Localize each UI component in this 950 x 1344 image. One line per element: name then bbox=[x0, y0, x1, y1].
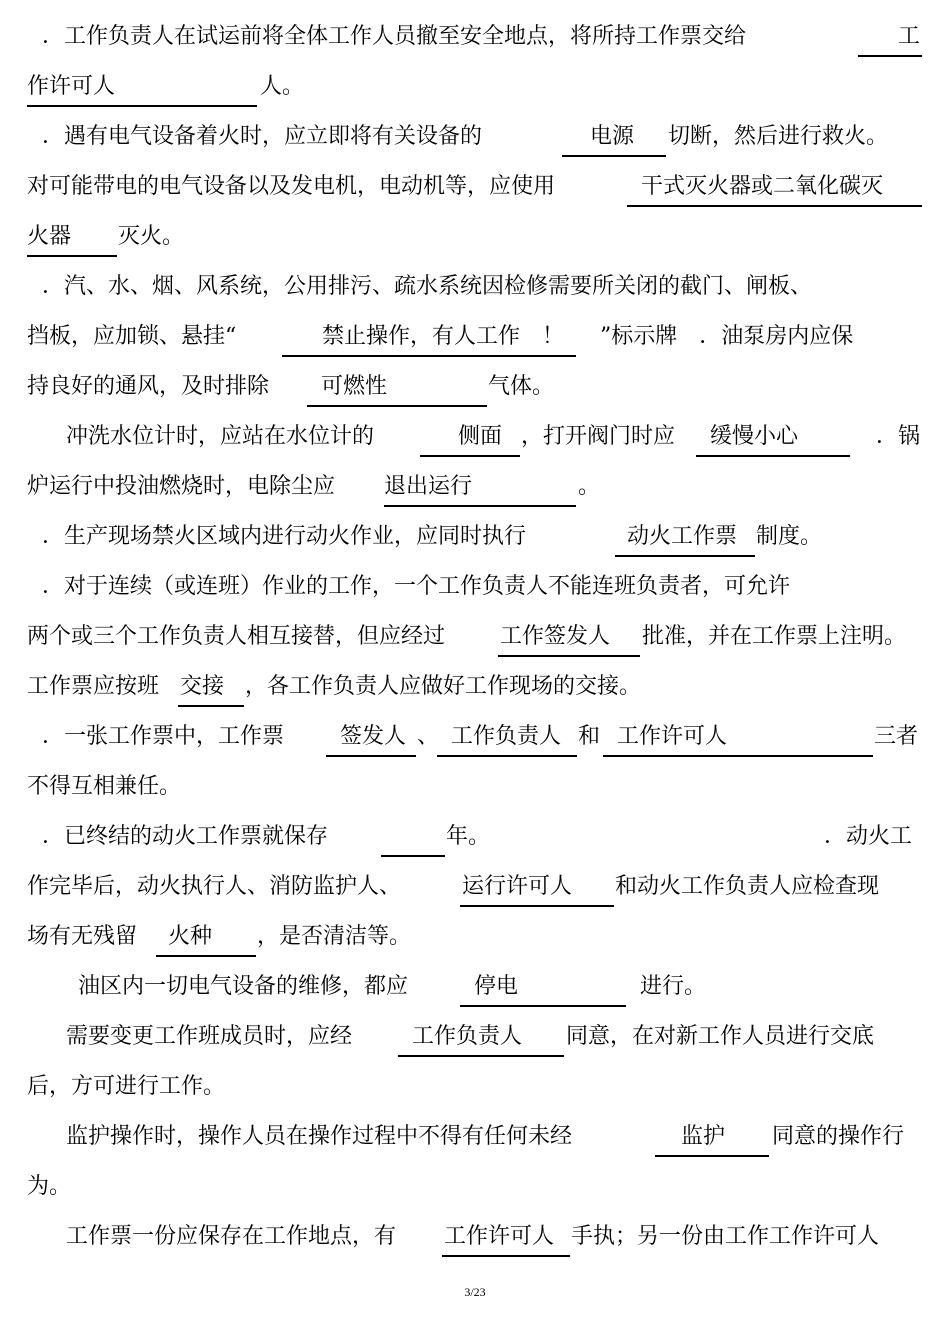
answer-text: 火器 bbox=[27, 224, 72, 249]
question-text: 工作票一份应保存在工作地点，有 bbox=[66, 1224, 397, 1249]
answer-blank bbox=[384, 467, 576, 507]
answer-text: 签发人 bbox=[340, 724, 407, 749]
answer-blank bbox=[398, 1017, 564, 1057]
text-line bbox=[0, 467, 950, 507]
question-text: 作完毕后，动火执行人、消防监护人、 bbox=[27, 874, 402, 899]
question-text: 为。 bbox=[27, 1174, 72, 1199]
answer-text: 工作许可人 bbox=[617, 724, 728, 749]
question-text: 同意的操作行 bbox=[772, 1124, 905, 1149]
answer-text: 禁止操作，有人工作 ！ bbox=[322, 324, 565, 349]
text-line bbox=[0, 867, 950, 907]
question-text: ”标示牌 ．油泵房内应保 bbox=[600, 324, 854, 349]
question-text: 。 bbox=[578, 474, 601, 499]
answer-blank bbox=[696, 417, 850, 457]
text-line bbox=[0, 617, 950, 657]
answer-blank bbox=[655, 1117, 769, 1157]
answer-blank bbox=[460, 867, 614, 907]
answer-text: 工作负责人 bbox=[451, 724, 562, 749]
answer-blank bbox=[27, 67, 257, 107]
text-line bbox=[0, 267, 950, 307]
answer-blank bbox=[307, 367, 487, 407]
question-text: 两个或三个工作负责人相互接替，但应经过 bbox=[27, 624, 446, 649]
question-text: 对可能带电的电气设备以及发电机，电动机等，应使用 bbox=[27, 174, 556, 199]
answer-blank bbox=[442, 1217, 570, 1257]
question-text: 工作票应按班 bbox=[27, 674, 160, 699]
answer-blank bbox=[381, 817, 445, 857]
text-line bbox=[0, 567, 950, 607]
page-number: 3/23 bbox=[464, 1285, 486, 1299]
question-text: 制度。 bbox=[756, 524, 823, 549]
question-text: ，是否清洁等。 bbox=[257, 924, 412, 949]
answer-blank bbox=[156, 917, 256, 957]
question-text: ．锅 bbox=[876, 424, 921, 449]
answer-blank bbox=[420, 417, 520, 457]
question-text: 气体。 bbox=[488, 374, 555, 399]
text-line bbox=[0, 1167, 950, 1207]
answer-blank bbox=[562, 117, 666, 157]
question-text: 同意，在对新工作人员进行交底 bbox=[566, 1024, 875, 1049]
answer-text: 工作签发人 bbox=[500, 624, 611, 649]
text-line bbox=[0, 17, 950, 57]
answer-text: 电源 bbox=[590, 124, 635, 149]
text-line bbox=[0, 417, 950, 457]
text-line bbox=[0, 967, 950, 1007]
answer-text: 交接 bbox=[180, 674, 225, 699]
answer-text: 工作负责人 bbox=[412, 1024, 523, 1049]
question-text: 需要变更工作班成员时，应经 bbox=[66, 1024, 353, 1049]
text-line bbox=[0, 517, 950, 557]
answer-text: 工作许可人 bbox=[444, 1224, 555, 1249]
question-text: 油区内一切电气设备的维修，都应 bbox=[78, 974, 409, 999]
question-text: 人。 bbox=[260, 74, 305, 99]
answer-text: 监护 bbox=[681, 1124, 726, 1149]
answer-text: 火种 bbox=[168, 924, 213, 949]
answer-blank bbox=[627, 167, 922, 207]
answer-blank bbox=[858, 17, 922, 57]
question-text: 进行。 bbox=[640, 974, 707, 999]
answer-text: 侧面 bbox=[458, 424, 503, 449]
answer-text: 可燃性 bbox=[321, 374, 388, 399]
question-text: ，各工作负责人应做好工作现场的交接。 bbox=[245, 674, 642, 699]
question-text: 灭火。 bbox=[118, 224, 185, 249]
question-text: ．对于连续（或连班）作业的工作，一个工作负责人不能连班负责者，可允许 bbox=[42, 574, 791, 599]
question-text: 挡板，应加锁、悬挂“ bbox=[27, 324, 237, 349]
text-line bbox=[0, 217, 950, 257]
question-text: 批准，并在工作票上注明。 bbox=[642, 624, 907, 649]
question-text: ．工作负责人在试运前将全体工作人员撤至安全地点，将所持工作票交给 bbox=[42, 24, 747, 49]
answer-text: 运行许可人 bbox=[462, 874, 573, 899]
answer-text: 动火工作票 bbox=[627, 524, 738, 549]
answer-blank bbox=[27, 217, 117, 257]
question-text: 年。 bbox=[446, 824, 491, 849]
question-text: 和动火工作负责人应检查现 bbox=[615, 874, 880, 899]
question-text: ．汽、水、烟、风系统，公用排污、疏水系统因检修需要所关闭的截门、闸板、 bbox=[42, 274, 813, 299]
question-text: ，打开阀门时应 bbox=[521, 424, 676, 449]
text-line bbox=[0, 667, 950, 707]
text-line bbox=[0, 717, 950, 757]
answer-blank bbox=[178, 667, 244, 707]
question-text: 、 bbox=[417, 724, 440, 749]
text-line bbox=[0, 367, 950, 407]
question-text: ．遇有电气设备着火时，应立即将有关设备的 bbox=[42, 124, 483, 149]
text-line bbox=[0, 1017, 950, 1057]
question-text: 和 bbox=[578, 724, 601, 749]
text-line bbox=[0, 1217, 950, 1257]
question-text: 炉运行中投油燃烧时，电除尘应 bbox=[27, 474, 336, 499]
question-text: 三者 bbox=[874, 724, 919, 749]
text-line bbox=[0, 117, 950, 157]
text-line bbox=[0, 317, 950, 357]
answer-blank bbox=[615, 517, 755, 557]
text-line bbox=[0, 817, 950, 857]
question-text: 持良好的通风，及时排除 bbox=[27, 374, 270, 399]
text-line bbox=[0, 1117, 950, 1157]
answer-blank bbox=[326, 717, 416, 757]
answer-blank bbox=[498, 617, 640, 657]
question-text: 场有无残留 bbox=[27, 924, 138, 949]
text-line bbox=[0, 767, 950, 807]
question-text: ．一张工作票中，工作票 bbox=[42, 724, 285, 749]
text-line bbox=[0, 1067, 950, 1107]
answer-text: 停电 bbox=[474, 974, 519, 999]
question-text: ．已终结的动火工作票就保存 bbox=[42, 824, 329, 849]
answer-text: 干式灭火器或二氧化碳灭 bbox=[641, 174, 884, 199]
answer-blank bbox=[437, 717, 577, 757]
question-text: 后，方可进行工作。 bbox=[27, 1074, 226, 1099]
answer-text: 工 bbox=[898, 24, 921, 49]
question-text: ．生产现场禁火区域内进行动火作业，应同时执行 bbox=[42, 524, 527, 549]
question-text: 切断，然后进行救火。 bbox=[668, 124, 889, 149]
answer-blank bbox=[460, 967, 626, 1007]
answer-text: 退出运行 bbox=[384, 474, 473, 499]
question-text: ．动火工 bbox=[824, 824, 913, 849]
answer-text: 缓慢小心 bbox=[710, 424, 799, 449]
text-line bbox=[0, 917, 950, 957]
question-text: 不得互相兼任。 bbox=[27, 774, 182, 799]
question-text: 监护操作时，操作人员在操作过程中不得有任何未经 bbox=[66, 1124, 573, 1149]
answer-blank bbox=[282, 317, 576, 357]
text-line bbox=[0, 67, 950, 107]
text-line bbox=[0, 167, 950, 207]
question-text: 手执；另一份由工作工作许可人 bbox=[571, 1224, 880, 1249]
question-text: 冲洗水位计时，应站在水位计的 bbox=[66, 424, 375, 449]
answer-text: 作许可人 bbox=[27, 74, 116, 99]
answer-blank bbox=[603, 717, 873, 757]
